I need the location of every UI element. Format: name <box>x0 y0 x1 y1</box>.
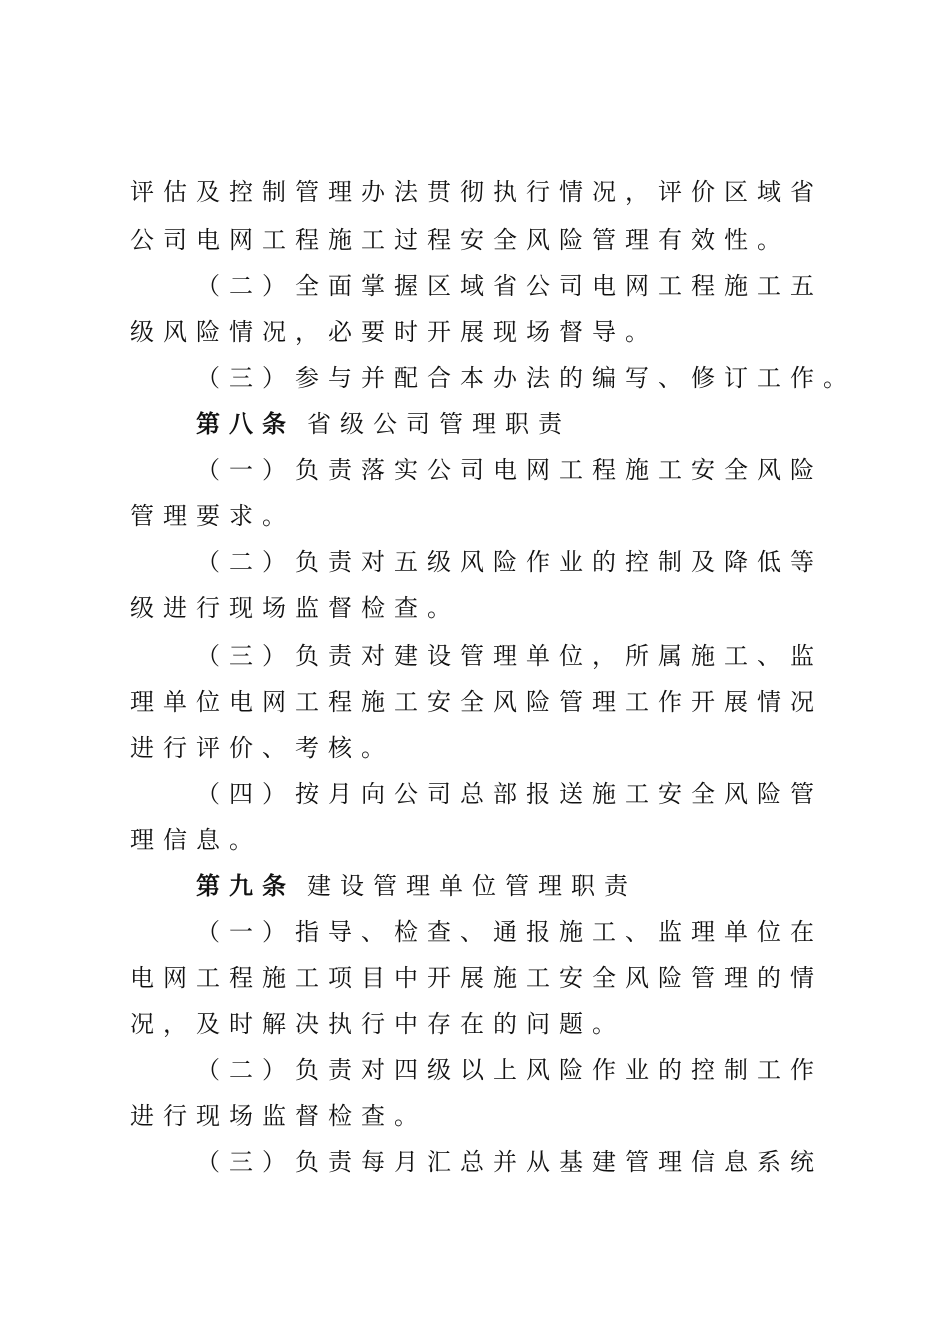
paragraph-line: （一）负责落实公司电网工程施工安全风险 <box>196 456 823 484</box>
paragraph-line: （二）负责对五级风险作业的控制及降低等 <box>196 548 823 576</box>
paragraph-line: 况，及时解决执行中存在的问题。 <box>130 1010 625 1038</box>
paragraph-line: 评估及控制管理办法贯彻执行情况，评价区域省 <box>130 178 823 206</box>
paragraph-line: （三）负责每月汇总并从基建管理信息系统 <box>196 1148 823 1176</box>
paragraph-line: 级风险情况，必要时开展现场督导。 <box>130 318 658 346</box>
paragraph-line: （三）参与并配合本办法的编写、修订工作。 <box>196 364 856 392</box>
article-label: 第九条 <box>196 871 295 900</box>
paragraph-line: 进行现场监督检查。 <box>130 1102 427 1130</box>
article-label: 第八条 <box>196 409 295 438</box>
paragraph-line: （四）按月向公司总部报送施工安全风险管 <box>196 780 823 808</box>
paragraph-line: （三）负责对建设管理单位，所属施工、监 <box>196 642 823 670</box>
paragraph-line: 理信息。 <box>130 826 262 854</box>
paragraph-line: 管理要求。 <box>130 502 295 530</box>
paragraph-line: （二）负责对四级以上风险作业的控制工作 <box>196 1056 823 1084</box>
article-heading-8 <box>196 408 571 440</box>
article-title: 建设管理单位管理职责 <box>307 872 637 900</box>
paragraph-line: （二）全面掌握区域省公司电网工程施工五 <box>196 272 823 300</box>
paragraph-line: 电网工程施工项目中开展施工安全风险管理的情 <box>130 964 823 992</box>
paragraph-line: （一）指导、检查、通报施工、监理单位在 <box>196 918 823 946</box>
article-heading-9 <box>196 870 637 902</box>
paragraph-line: 公司电网工程施工过程安全风险管理有效性。 <box>130 226 790 254</box>
paragraph-line: 进行评价、考核。 <box>130 734 394 762</box>
paragraph-line: 级进行现场监督检查。 <box>130 594 460 622</box>
article-title: 省级公司管理职责 <box>307 410 571 438</box>
paragraph-line: 理单位电网工程施工安全风险管理工作开展情况 <box>130 688 823 716</box>
